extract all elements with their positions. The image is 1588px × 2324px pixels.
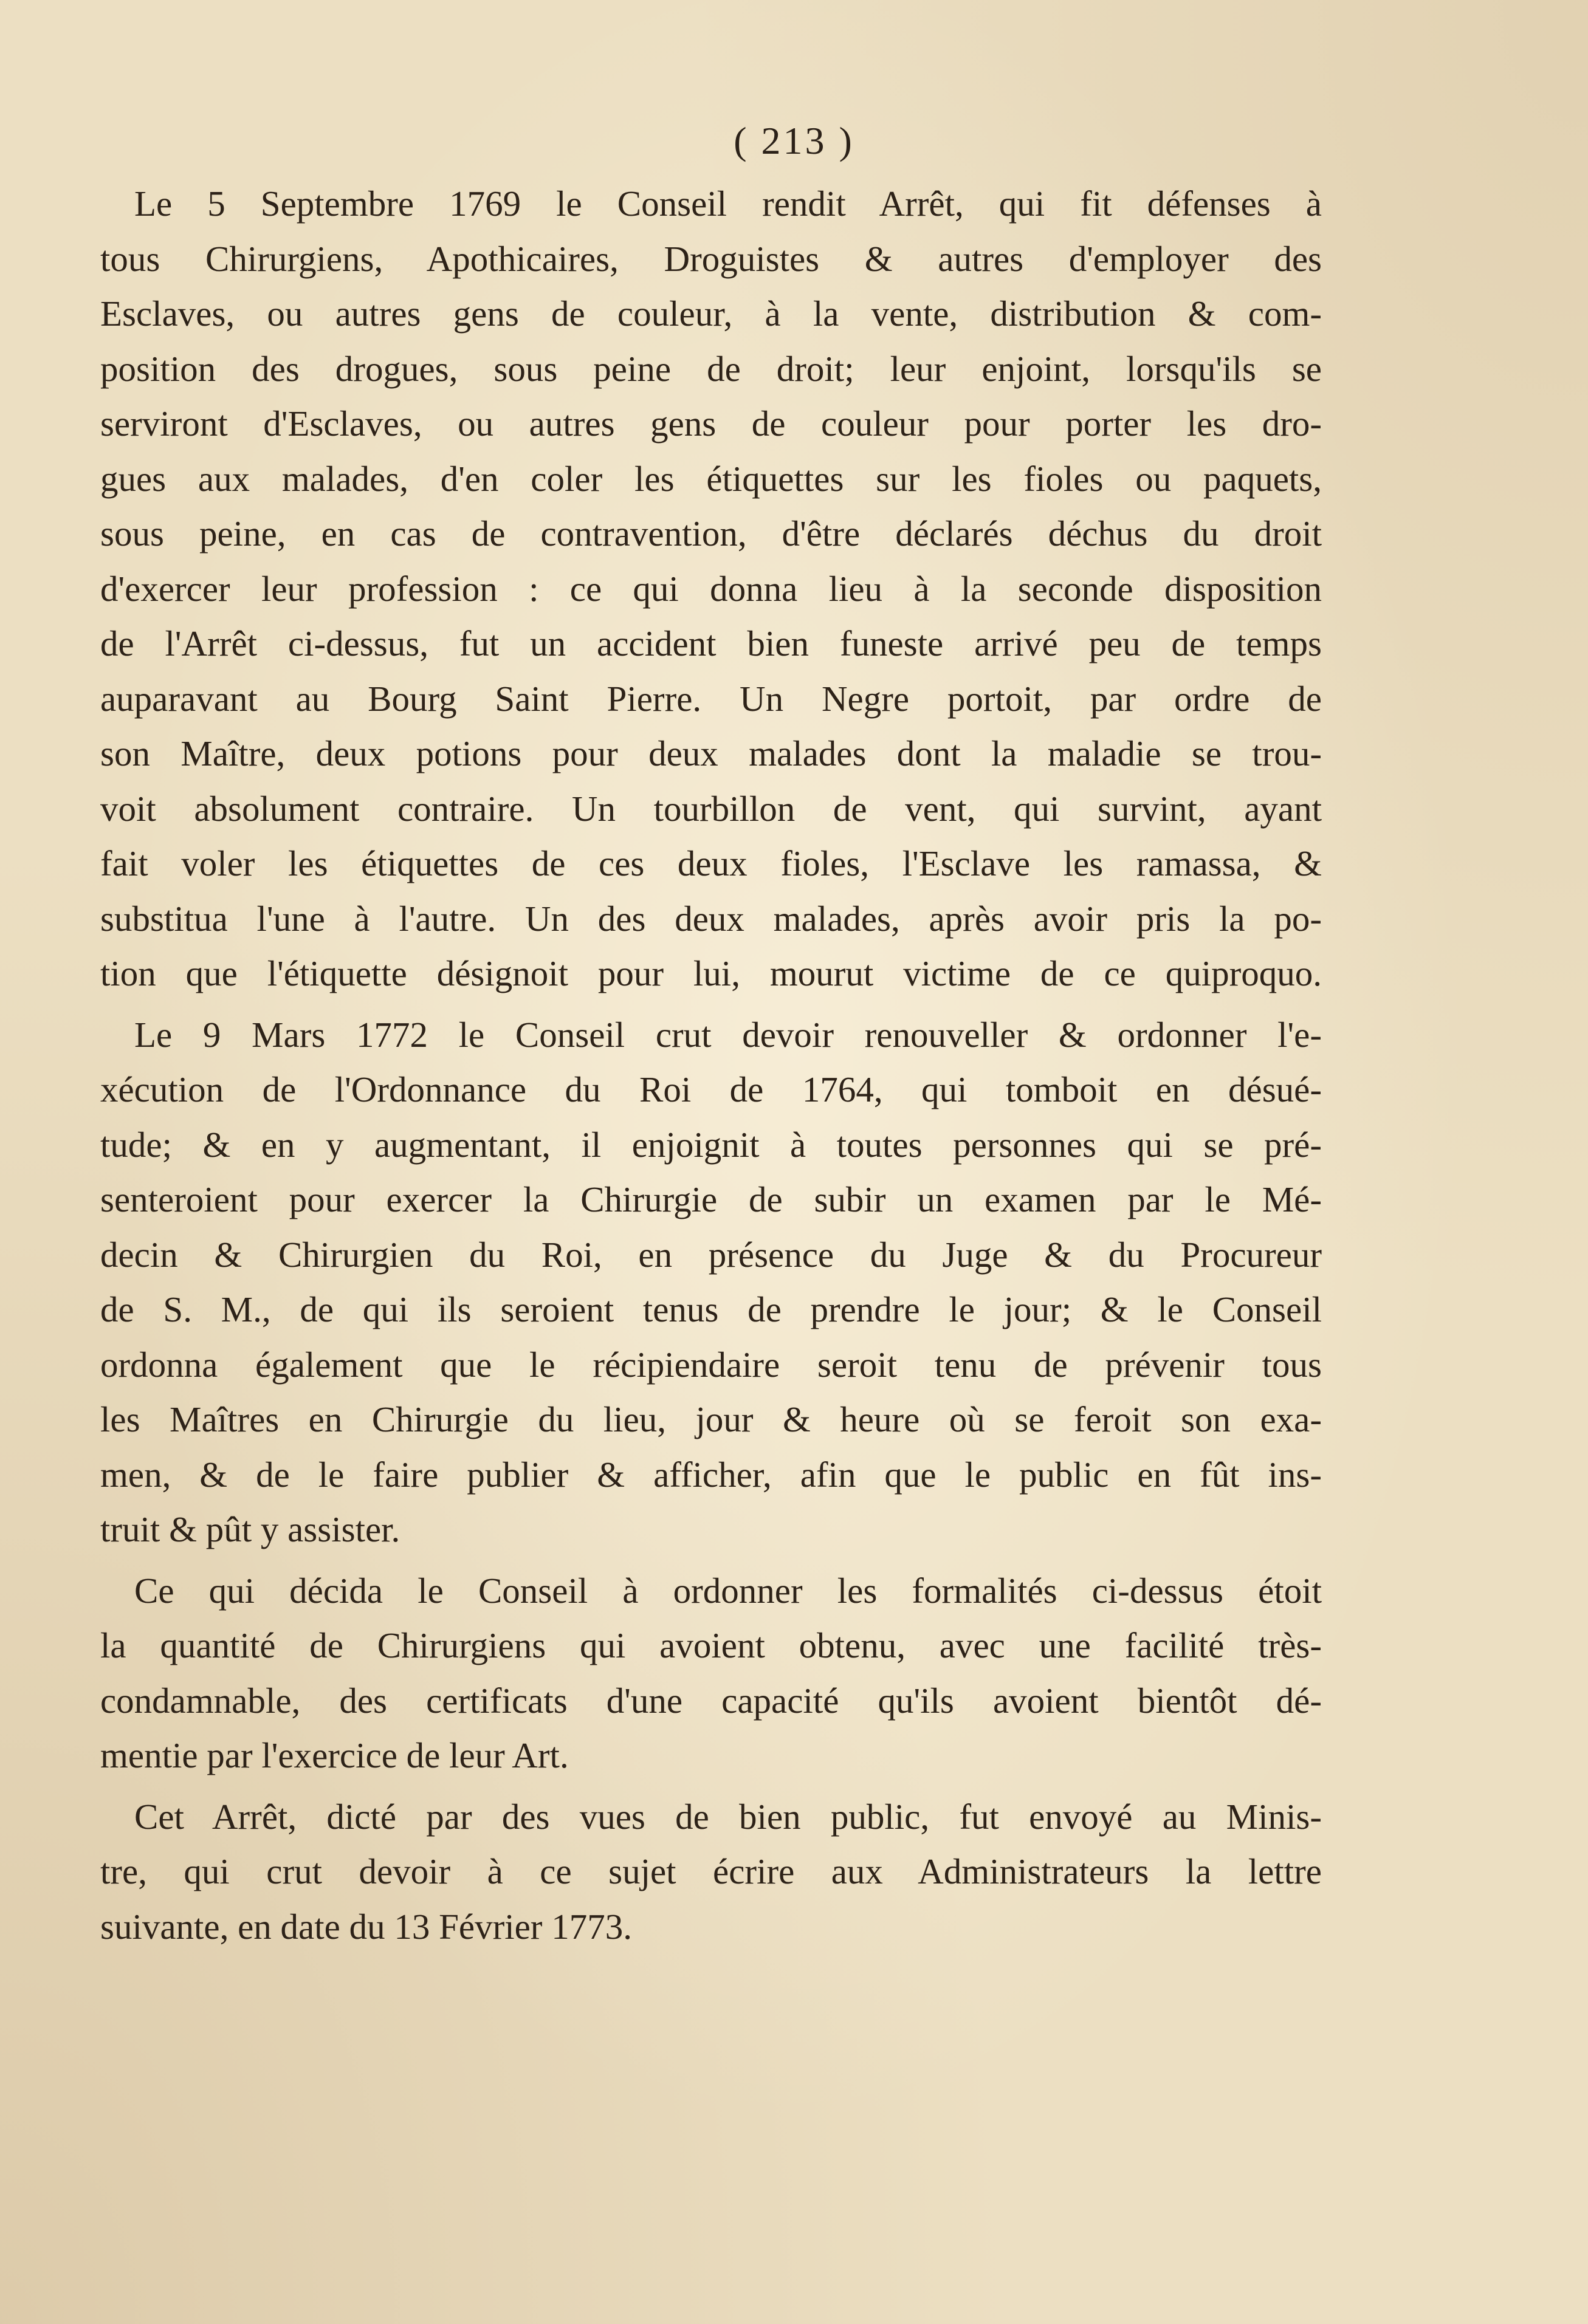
text-line: son Maître, deux potions pour deux malades dont la maladie se trou- [100, 733, 1322, 773]
text-line: les Maîtres en Chirurgie du lieu, jour & heure où se feroit son exa- [100, 1399, 1322, 1439]
text-line: gues aux malades, d'en coler les étiquettes sur les fioles ou paquets, [100, 458, 1322, 499]
text-line: ordonna également que le récipiendaire seroit tenu de prévenir tous [100, 1344, 1322, 1385]
paragraph-2 [100, 1007, 1322, 1557]
text-line: Cet Arrêt, dicté par des vues de bien public, fut envoyé au Minis- [134, 1796, 1322, 1837]
text-line: senteroient pour exercer la Chirurgie de subir un examen par le Mé- [100, 1179, 1322, 1219]
text-line: mentie par l'exercice de leur Art. [100, 1735, 569, 1775]
text-line: tous Chirurgiens, Apothicaires, Droguistes & autres d'employer des [100, 238, 1322, 279]
body-text [100, 176, 1322, 1960]
text-line: sous peine, en cas de contravention, d'être déclarés déchus du droit [100, 513, 1322, 554]
text-line: tude; & en y augmentant, il enjoignit à toutes personnes qui se pré- [100, 1124, 1322, 1165]
text-line: condamnable, des certificats d'une capacité qu'ils avoient bientôt dé- [100, 1680, 1322, 1721]
paragraph-1 [100, 176, 1322, 1001]
text-line: la quantité de Chirurgiens qui avoient obtenu, avec une facilité très- [100, 1625, 1322, 1665]
text-line: de S. M., de qui ils seroient tenus de prendre le jour; & le Conseil [100, 1289, 1322, 1329]
text-line: Le 9 Mars 1772 le Conseil crut devoir renouveller & ordonner l'e- [134, 1014, 1322, 1055]
text-line: de l'Arrêt ci-dessus, fut un accident bien funeste arrivé peu de temps [100, 623, 1322, 663]
text-line: fait voler les étiquettes de ces deux fioles, l'Esclave les ramassa, & [100, 843, 1322, 883]
text-line: decin & Chirurgien du Roi, en présence du Juge & du Procureur [100, 1234, 1322, 1275]
text-line: Ce qui décida le Conseil à ordonner les formalités ci-dessus étoit [134, 1570, 1322, 1611]
paragraph-3 [100, 1563, 1322, 1783]
text-line: truit & pût y assister. [100, 1509, 400, 1549]
paragraph-4 [100, 1789, 1322, 1955]
text-line: xécution de l'Ordonnance du Roi de 1764, qui tomboit en désué- [100, 1069, 1322, 1109]
text-line: Le 5 Septembre 1769 le Conseil rendit Arrêt, qui fit défenses à [134, 183, 1322, 224]
page-number: ( 213 ) [734, 119, 854, 162]
text-line: men, & de le faire publier & afficher, afin que le public en fût ins- [100, 1454, 1322, 1495]
text-line: voit absolument contraire. Un tourbillon de vent, qui survint, ayant [100, 788, 1322, 829]
text-line: d'exercer leur profession : ce qui donna lieu à la seconde disposition [100, 568, 1322, 609]
text-line: position des drogues, sous peine de droit; leur enjoint, lorsqu'ils se [100, 348, 1322, 389]
text-line: auparavant au Bourg Saint Pierre. Un Negre portoit, par ordre de [100, 678, 1322, 719]
text-line: tre, qui crut devoir à ce sujet écrire aux Administrateurs la lettre [100, 1851, 1322, 1891]
text-line: serviront d'Esclaves, ou autres gens de couleur pour porter les dro- [100, 403, 1322, 444]
text-line: substitua l'une à l'autre. Un des deux malades, après avoir pris la po- [100, 898, 1322, 939]
text-line: suivante, en date du 13 Février 1773. [100, 1906, 632, 1947]
text-line: Esclaves, ou autres gens de couleur, à la vente, distribution & com- [100, 293, 1322, 334]
text-line: tion que l'étiquette désignoit pour lui, mourut victime de ce quiproquo. [100, 953, 1322, 993]
